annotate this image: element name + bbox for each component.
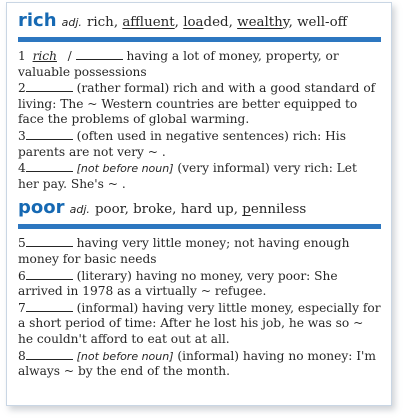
- rich-section-header: [18, 9, 381, 33]
- synonym: rich: [87, 15, 114, 30]
- entry-text: having a lot of money, property, or valuable possessions: [18, 49, 339, 79]
- entry-number: 1: [18, 49, 26, 63]
- answer-blank[interactable]: [76, 48, 123, 60]
- entry-7: [18, 300, 381, 348]
- entry-number: 7: [18, 300, 26, 315]
- entry-8: [18, 348, 381, 380]
- synonym-underlined: affluent: [122, 15, 175, 30]
- entry-text: (very informal) very rich: Let her pay. She's ~ .: [18, 161, 357, 191]
- synonym-underlined-part: loa: [183, 15, 204, 30]
- entry-6: [18, 268, 381, 300]
- entry-number: 5: [18, 236, 26, 251]
- synonym-rest: ded: [203, 15, 229, 30]
- entry-text: (informal) having no money: I'm always ~ by the end of the month.: [18, 348, 376, 379]
- answer-blank[interactable]: [26, 160, 73, 172]
- answer-blank[interactable]: [26, 128, 73, 140]
- synonym-underlined-part: p: [242, 202, 251, 218]
- slash: /: [63, 49, 76, 63]
- synonym-text: poor, broke, hard up,: [94, 202, 243, 218]
- answer-blank[interactable]: [26, 348, 73, 360]
- entry-number: 2: [18, 81, 26, 96]
- entry-number: 6: [18, 268, 26, 283]
- synonym-list: rich, affluent, loaded, wealthy, well-off: [87, 15, 348, 30]
- part-of-speech: adj.: [69, 203, 90, 217]
- answer-blank[interactable]: rich: [32, 49, 57, 63]
- synonym-list: [95, 202, 306, 217]
- synonym-underlined-part: wealth: [237, 15, 283, 30]
- entry-number: 3: [18, 128, 26, 143]
- headword-poor: poor: [18, 197, 65, 219]
- vocabulary-card: [6, 2, 392, 406]
- answer-blank[interactable]: [26, 268, 73, 280]
- entry-text: (literary) having no money, very poor: She arrived in 1978 as a virtually ~ refugee.: [18, 268, 338, 299]
- entry-3: [18, 128, 381, 160]
- answer-blank[interactable]: [26, 80, 73, 92]
- synonym-rest: y: [282, 15, 289, 30]
- headword-rich: rich: [18, 10, 57, 31]
- entry-5: [18, 235, 381, 267]
- part-of-speech: adj.: [61, 16, 82, 29]
- answer-blank[interactable]: [26, 235, 73, 247]
- entry-2: [18, 80, 381, 128]
- answer-blank[interactable]: [26, 300, 73, 312]
- entry-1: [18, 48, 381, 80]
- synonym: well-off: [297, 15, 348, 30]
- entry-number: 8: [18, 348, 26, 363]
- grammar-note: [not before noun]: [76, 349, 174, 363]
- poor-section-header: [18, 196, 381, 220]
- entry-4: [18, 160, 381, 192]
- grammar-note: [not before noun]: [76, 162, 174, 176]
- entry-text: (often used in negative sentences) rich: His parents are not very ~ .: [18, 128, 346, 159]
- entry-number: 4: [18, 161, 26, 176]
- section-divider: [18, 37, 381, 42]
- entry-text: (rather formal) rich and with a good standard of living: The ~ Western countries are better equipped to face the problems of global warming.: [18, 81, 376, 127]
- entry-text: (informal) having very little money, especially for a short period of time: After he lost his job, he was so ~ he couldn't afford to eat out at all.: [18, 300, 381, 346]
- entry-text: having very little money; not having enough money for basic needs: [18, 236, 350, 266]
- synonym-rest: enniless: [250, 202, 307, 218]
- section-divider: [18, 224, 381, 229]
